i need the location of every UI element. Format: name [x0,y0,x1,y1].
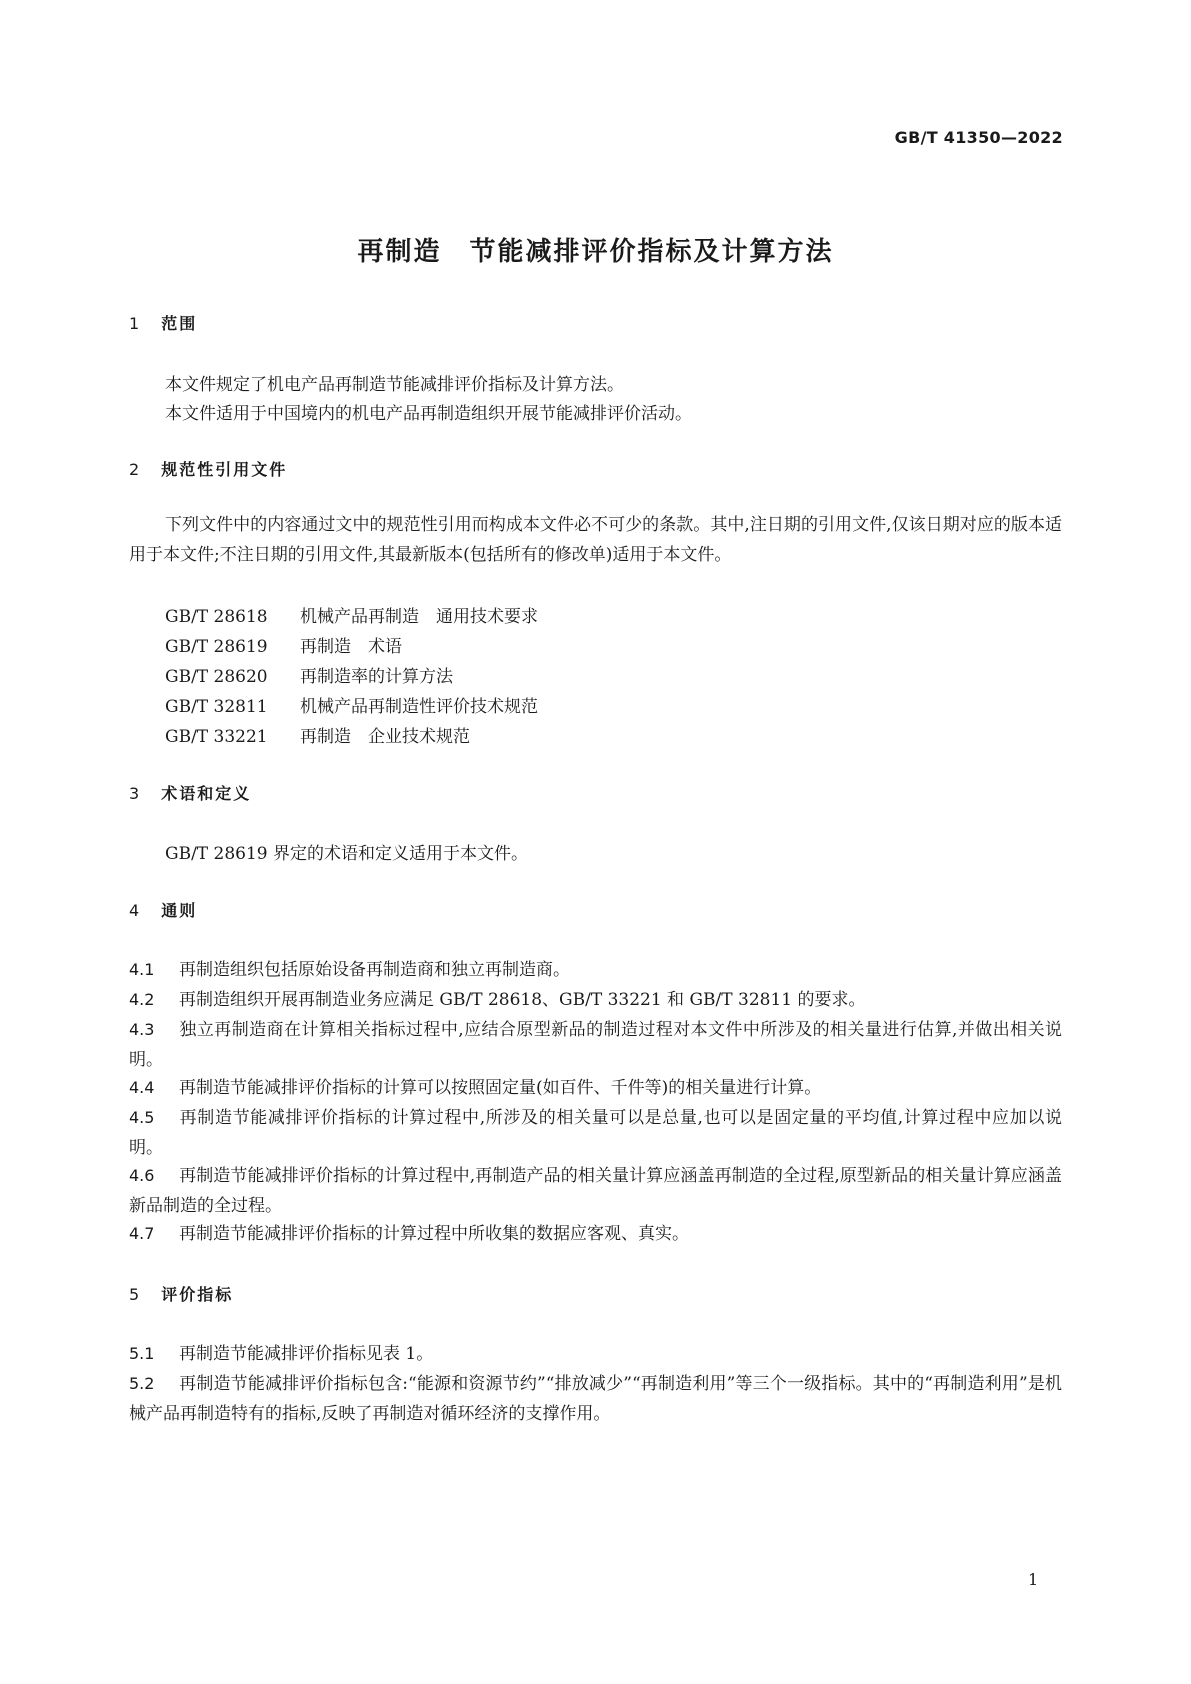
page-number: 1 [1028,1570,1039,1589]
section-title: 评价指标 [161,1285,234,1304]
reference-code: GB/T 33221 [165,727,268,747]
clause-number: 4.6 [129,1166,155,1185]
reference-code: GB/T 28620 [165,667,268,687]
clause-text: 再制造节能减排评价指标包含:“能源和资源节约”“排放减少”“再制造利用”等三个一级指标。其中的“再制造利用”是机械产品再制造特有的指标,反映了再制造对循环经济的支撑作用。 [129,1374,1062,1424]
section-title: 规范性引用文件 [161,460,288,479]
clause-text: 再制造节能减排评价指标见表 1。 [179,1344,434,1364]
clause-text: 再制造组织包括原始设备再制造商和独立再制造商。 [179,960,570,980]
clause-5-1 [129,1339,1062,1369]
clause-text: 再制造组织开展再制造业务应满足 GB/T 28618、GB/T 33221 和 GB/T 32811 的要求。 [179,990,866,1010]
standard-code: GB/T 41350—2022 [894,128,1063,147]
clause-5-2 [129,1369,1062,1429]
section-number: 5 [129,1285,140,1304]
reference-item [165,692,538,717]
section-4-heading [129,898,197,921]
clause-number: 4.4 [129,1078,155,1097]
reference-title: 再制造 术语 [300,637,402,657]
section-1-heading [129,311,197,334]
clause-text: 再制造节能减排评价指标的计算过程中所收集的数据应客观、真实。 [179,1224,689,1244]
section-number: 1 [129,314,140,333]
reference-title: 机械产品再制造 通用技术要求 [300,607,538,627]
section-3-heading [129,781,251,804]
section-5-heading [129,1282,233,1305]
clause-4-2 [129,985,1062,1015]
reference-title: 再制造率的计算方法 [300,667,453,687]
clause-number: 5.2 [129,1374,155,1393]
clause-text: 再制造节能减排评价指标的计算可以按照固定量(如百件、千件等)的相关量进行计算。 [179,1078,822,1098]
clause-text: 再制造节能减排评价指标的计算过程中,再制造产品的相关量计算应涵盖再制造的全过程,原型新品的相关量计算应涵盖新品制造的全过程。 [129,1166,1062,1216]
section-number: 4 [129,901,140,920]
paragraph: 本文件规定了机电产品再制造节能减排评价指标及计算方法。 [165,375,624,395]
normative-references-intro: 下列文件中的内容通过文中的规范性引用而构成本文件必不可少的条款。其中,注日期的引用文件,仅该日期对应的版本适用于本文件;不注日期的引用文件,其最新版本(包括所有的修改单)适用于本文件。 [129,515,1062,565]
section-title: 术语和定义 [161,784,252,803]
section-title: 通则 [161,901,198,920]
reference-title: 再制造 企业技术规范 [300,727,470,747]
reference-item [165,632,402,657]
clause-4-3 [129,1015,1062,1075]
reference-code: GB/T 28618 [165,607,268,627]
clause-4-4 [129,1073,1062,1103]
paragraph: GB/T 28619 界定的术语和定义适用于本文件。 [165,844,529,864]
reference-item [165,602,538,627]
clause-number: 4.1 [129,960,155,979]
document-title: 再制造 节能减排评价指标及计算方法 [357,237,834,267]
section-2-heading [129,457,287,480]
clause-number: 4.7 [129,1224,155,1243]
reference-title: 机械产品再制造性评价技术规范 [300,697,538,717]
clause-number: 4.3 [129,1020,155,1039]
reference-item [165,722,470,747]
clause-text: 独立再制造商在计算相关指标过程中,应结合原型新品的制造过程对本文件中所涉及的相关量进行估算,并做出相关说明。 [129,1020,1062,1070]
section-title: 范围 [161,314,198,333]
clause-4-1 [129,955,1062,985]
clause-4-6 [129,1161,1062,1221]
clause-4-5 [129,1103,1062,1163]
section-number: 3 [129,784,140,803]
paragraph: 本文件适用于中国境内的机电产品再制造组织开展节能减排评价活动。 [165,404,692,424]
clause-4-7 [129,1219,1062,1249]
clause-text: 再制造节能减排评价指标的计算过程中,所涉及的相关量可以是总量,也可以是固定量的平均值,计算过程中应加以说明。 [129,1108,1062,1158]
clause-number: 5.1 [129,1344,155,1363]
clause-number: 4.2 [129,990,155,1009]
reference-code: GB/T 28619 [165,637,268,657]
reference-item [165,662,453,687]
clause-number: 4.5 [129,1108,155,1127]
section-number: 2 [129,460,140,479]
reference-code: GB/T 32811 [165,697,268,717]
